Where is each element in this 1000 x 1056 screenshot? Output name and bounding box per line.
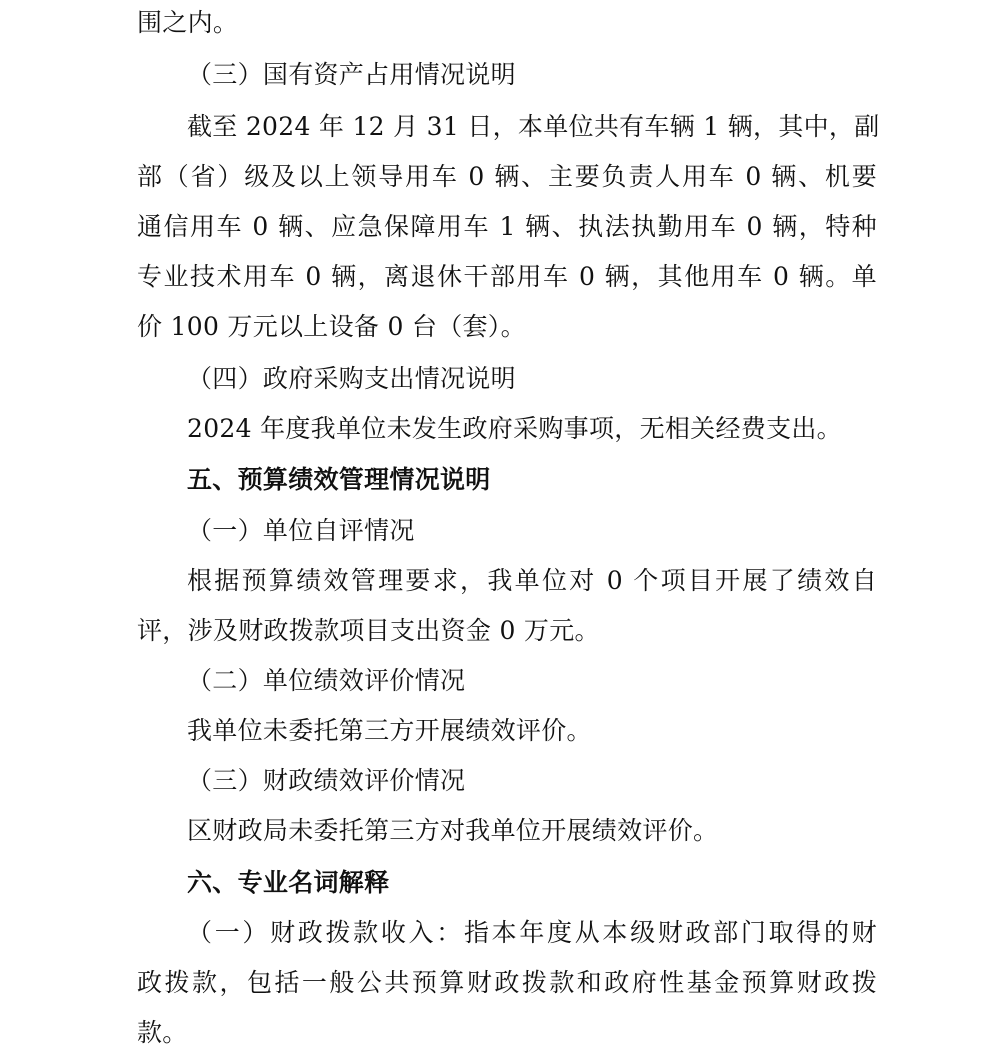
glossary-entry-line: （一）财政拨款收入：指本年度从本级财政部门取得的财 (187, 918, 877, 947)
subsection-heading-procurement: （四）政府采购支出情况说明 (187, 364, 516, 393)
glossary-entry-line: 款。 (137, 1018, 188, 1047)
paragraph-line: 我单位未委托第三方开展绩效评价。 (187, 716, 592, 745)
section-heading-performance: 五、预算绩效管理情况说明 (187, 465, 491, 494)
glossary-entry-line: 政拨款，包括一般公共预算财政拨款和政府性基金预算财政拨 (137, 968, 877, 997)
paragraph-line: 评，涉及财政拨款项目支出资金 0 万元。 (137, 616, 600, 645)
paragraph-line: 部（省）级及以上领导用车 0 辆、主要负责人用车 0 辆、机要 (137, 162, 877, 191)
paragraph-line: 通信用车 0 辆、应急保障用车 1 辆、执法执勤用车 0 辆，特种 (137, 212, 877, 241)
section-heading-glossary: 六、专业名词解释 (187, 868, 390, 897)
subsection-heading-finance-evaluation: （三）财政绩效评价情况 (187, 766, 466, 795)
paragraph-line: 截至 2024 年 12 月 31 日，本单位共有车辆 1 辆，其中，副 (187, 112, 880, 141)
paragraph-line: 区财政局未委托第三方对我单位开展绩效评价。 (187, 816, 719, 845)
subsection-heading-unit-evaluation: （二）单位绩效评价情况 (187, 666, 466, 695)
paragraph-line: 2024 年度我单位未发生政府采购事项，无相关经费支出。 (187, 414, 842, 443)
subsection-heading-self-evaluation: （一）单位自评情况 (187, 516, 415, 545)
paragraph-line: 价 100 万元以上设备 0 台（套）。 (137, 312, 526, 341)
paragraph-line: 根据预算绩效管理要求，我单位对 0 个项目开展了绩效自 (187, 566, 877, 595)
paragraph-continuation: 围之内。 (137, 8, 239, 37)
paragraph-line: 专业技术用车 0 辆，离退休干部用车 0 辆，其他用车 0 辆。单 (137, 262, 877, 291)
subsection-heading-assets: （三）国有资产占用情况说明 (187, 60, 516, 89)
